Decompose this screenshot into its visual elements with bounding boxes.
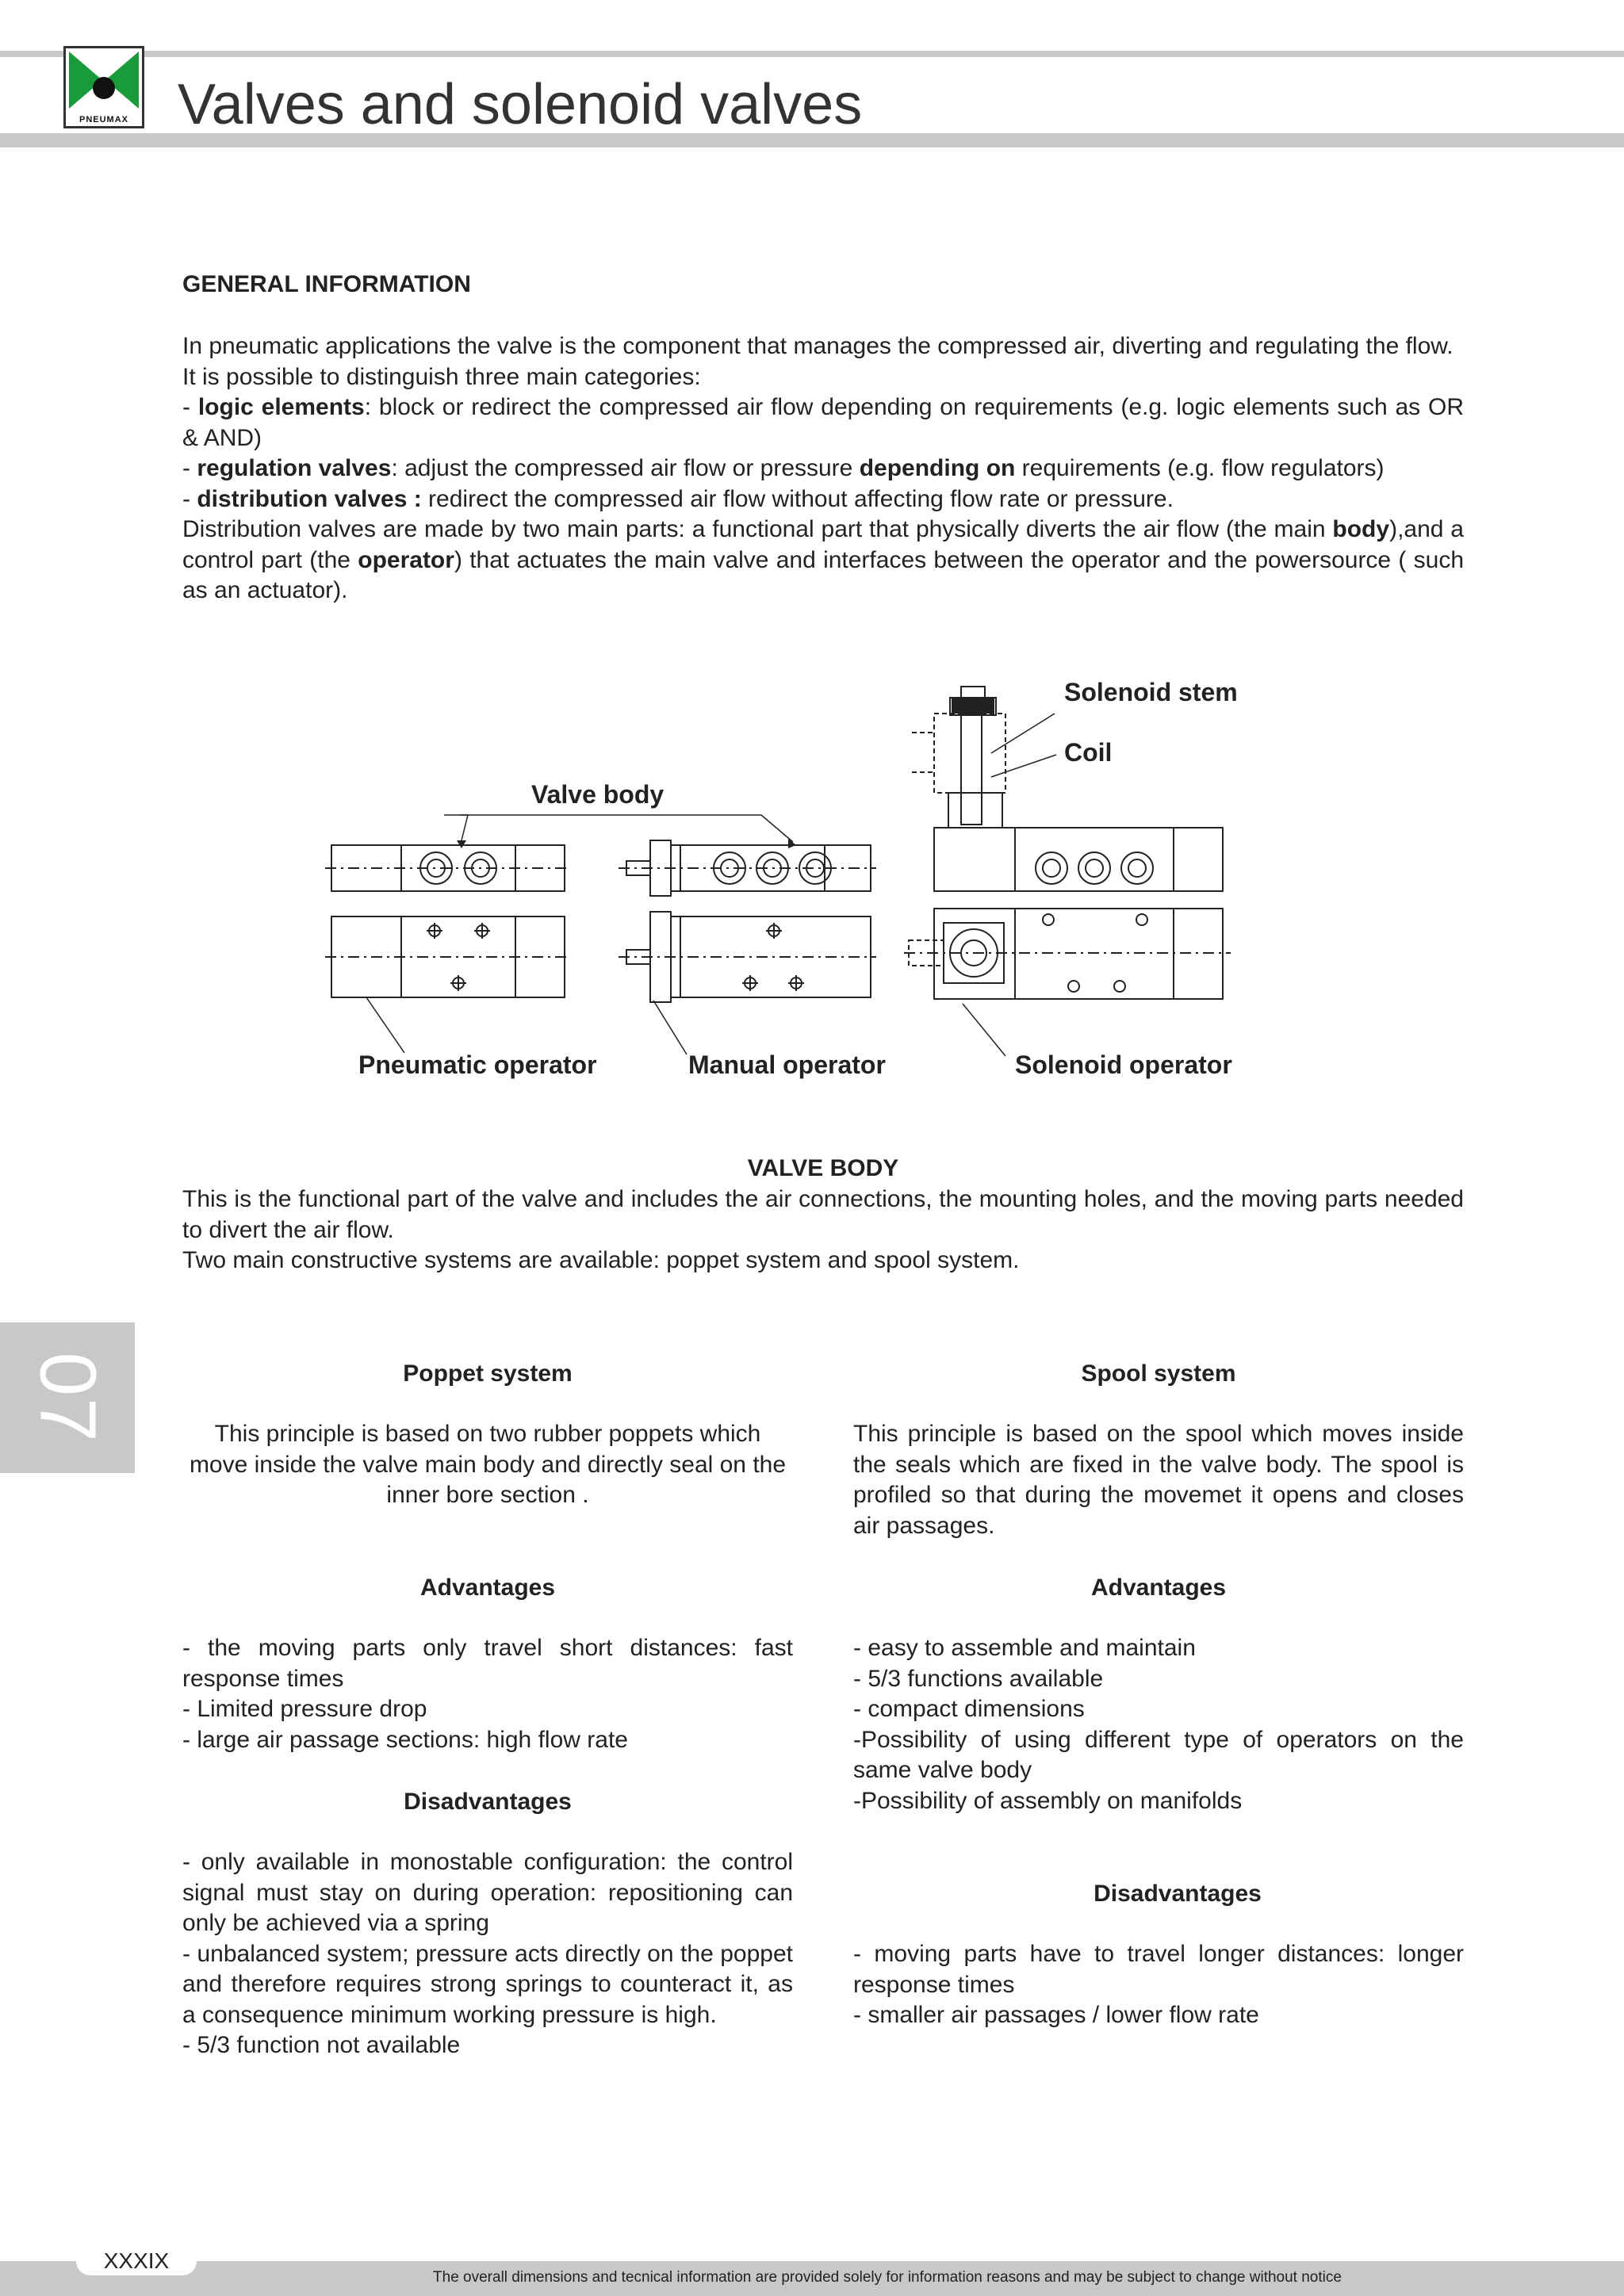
spool-advantages-list bbox=[853, 1633, 1464, 1816]
solenoid-knurl-icon bbox=[952, 698, 994, 714]
header-top-rule bbox=[0, 51, 1624, 57]
label-manual-operator: Manual operator bbox=[688, 1050, 886, 1079]
list-item: - unbalanced system; pressure acts directly on the poppet and therefore requires strong springs to counteract it, as a consequence minimum working pressure is high. bbox=[182, 1940, 793, 2028]
label-solenoid-operator: Solenoid operator bbox=[1015, 1050, 1232, 1079]
list-item: - only available in monostable configuration: the control signal must stay on during operation: repositioning can only be achieved via a spring bbox=[182, 1849, 793, 1936]
list-item: - 5/3 functions available bbox=[853, 1665, 1104, 1692]
poppet-advantages-list bbox=[182, 1633, 793, 1755]
list-item: -Possibility of using different type of operators on the same valve body bbox=[853, 1726, 1464, 1783]
spool-heading: Spool system bbox=[1081, 1360, 1236, 1387]
list-item: - Limited pressure drop bbox=[182, 1696, 427, 1722]
logo-text: PNEUMAX bbox=[79, 115, 128, 124]
solenoid-valve-drawing bbox=[904, 687, 1231, 999]
spool-disadvantages-list bbox=[853, 1939, 1464, 2031]
list-item: - moving parts have to travel longer distances: longer response times bbox=[853, 1941, 1464, 1998]
page-number: XXXIX bbox=[76, 2247, 197, 2275]
logo-mark-icon bbox=[66, 48, 142, 112]
intro-paragraph: In pneumatic applications the valve is the component that manages the compressed air, diverting and regulating the flow. bbox=[182, 333, 1454, 359]
pneumatic-valve-drawing bbox=[325, 845, 571, 997]
poppet-disadvantages-list bbox=[182, 1847, 793, 2061]
valve-diagram bbox=[317, 666, 1269, 1094]
list-item: - easy to assemble and maintain bbox=[853, 1635, 1196, 1661]
valve-body-paragraph-1: This is the functional part of the valve and includes the air connections, the mounting holes, and the moving parts needed to divert the air flow. bbox=[182, 1186, 1464, 1243]
label-valve-body: Valve body bbox=[531, 780, 665, 809]
category-distribution: - distribution valves : redirect the compressed air flow without affecting flow rate or pressure. bbox=[182, 485, 1174, 512]
category-regulation: - regulation valves: adjust the compressed air flow or pressure depending on requirements (e.g. flow regulators) bbox=[182, 455, 1385, 481]
category-logic: - logic elements: block or redirect the compressed air flow depending on requirements (e.g. logic elements such as OR & AND) bbox=[182, 394, 1464, 451]
general-heading: GENERAL INFORMATION bbox=[182, 271, 471, 297]
list-item: - large air passage sections: high flow rate bbox=[182, 1726, 628, 1753]
list-item: - 5/3 function not available bbox=[182, 2032, 461, 2058]
poppet-heading: Poppet system bbox=[403, 1360, 573, 1387]
page-title: Valves and solenoid valves bbox=[178, 73, 863, 136]
list-item: - smaller air passages / lower flow rate bbox=[853, 2002, 1259, 2028]
list-item: - the moving parts only travel short distances: fast response times bbox=[182, 1635, 793, 1692]
valve-diagram-svg bbox=[317, 666, 1269, 1094]
section-tab-number: 07 bbox=[23, 1352, 113, 1444]
manual-valve-drawing bbox=[619, 840, 876, 1002]
label-coil: Coil bbox=[1064, 738, 1113, 767]
intro-categories: It is possible to distinguish three main categories: bbox=[182, 363, 701, 390]
valve-body-text bbox=[182, 1184, 1464, 1276]
poppet-advantages-heading: Advantages bbox=[419, 1575, 556, 1601]
valve-body-heading: VALVE BODY bbox=[747, 1155, 899, 1181]
list-item: - compact dimensions bbox=[853, 1696, 1085, 1722]
footer-disclaimer: The overall dimensions and tecnical information are provided solely for information reasons and may be subject to change without notice bbox=[433, 2269, 1342, 2286]
label-pneumatic-operator: Pneumatic operator bbox=[358, 1050, 597, 1079]
general-text bbox=[182, 331, 1464, 607]
spool-advantages-heading: Advantages bbox=[1090, 1575, 1227, 1601]
label-solenoid-stem: Solenoid stem bbox=[1064, 678, 1238, 706]
pneumax-logo bbox=[63, 46, 144, 128]
section-tab bbox=[0, 1322, 135, 1473]
spool-text: This principle is based on the spool which moves inside the seals which are fixed in the valve body. The spool is profiled so that during the movemet it opens and closes air passages. bbox=[853, 1421, 1464, 1539]
list-item: -Possibility of assembly on manifolds bbox=[853, 1787, 1243, 1814]
poppet-text: This principle is based on two rubber poppets which move inside the valve main body and directly seal on the inner bore section . bbox=[189, 1421, 787, 1508]
poppet-disadvantages-heading: Disadvantages bbox=[404, 1789, 572, 1815]
valve-body-paragraph-2: Two main constructive systems are available: poppet system and spool system. bbox=[182, 1247, 1020, 1273]
spool-disadvantages-heading: Disadvantages bbox=[1094, 1881, 1262, 1907]
distribution-paragraph: Distribution valves are made by two main parts: a functional part that physically diverts the air flow (the main body),and a control part (the operator) that actuates the main valve and interfaces between the operator and the powersource ( such as an actuator). bbox=[182, 516, 1465, 603]
